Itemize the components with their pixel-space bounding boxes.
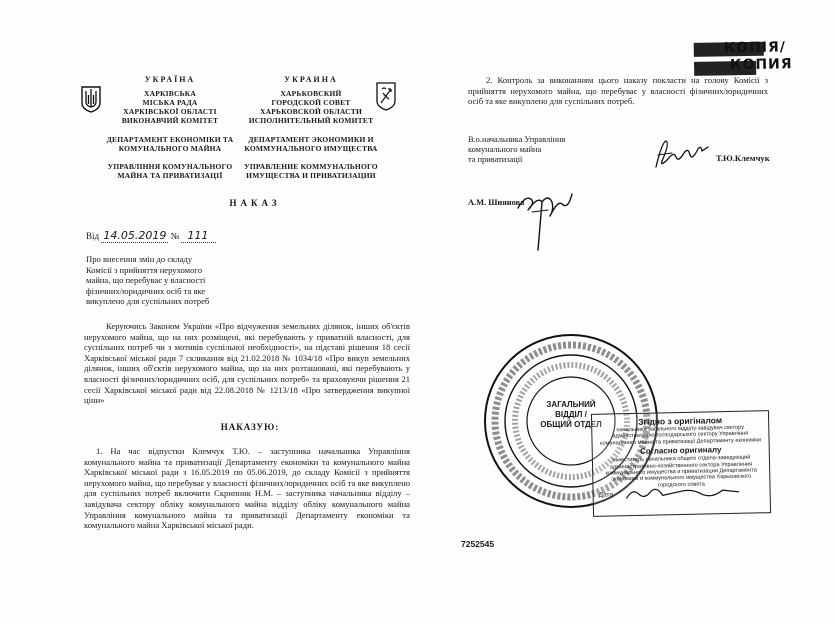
header-line: ХАРЬКОВСКОЙ ОБЛАСТИ [260, 107, 362, 116]
order-item-1: 1. На час відпустки Клемчук Т.Ю. – заступника начальника Управління комунального майна та приватизації Департаменту економіки та комунального майна Харківської міської ради з 16.05.2019 по 05.06.2019, до складу Комісії з прийняття нерухомого майна, що перебуває у власності фізичних/юридичних осіб та яке викуплено для суспільних потреб включити Скрипник Н.М. – заступника начальника відділу – завідувача сектору обліку комунального майна відділу обліку комунального майна Управління комунального майна та приватизації Департаменту економіки та комунального майна Харківської міської ради. [84, 446, 410, 531]
subject-line: майна, що перебуває у власності [86, 275, 206, 285]
date-prefix: Від [86, 231, 100, 241]
position-line: комунального майна [468, 145, 542, 155]
header-line: МІСЬКА РАДА [142, 98, 198, 107]
header-ru-directorate [240, 162, 382, 180]
order-number: 111 [181, 229, 216, 243]
header-line: ГОРОДСКОЙ СОВЕТ [271, 98, 351, 107]
certify-stamp-date-row [599, 490, 765, 505]
subject-line: Про внесення змін до складу [86, 254, 193, 264]
header-line: ДЕПАРТАМЕНТ ЭКОНОМИКИ И [248, 135, 374, 144]
date-line [86, 229, 216, 242]
order-date: 14.05.2019 [103, 229, 167, 242]
number-sign: № [170, 231, 180, 241]
certify-stamp [591, 410, 771, 517]
header-line: ДЕПАРТАМЕНТ ЕКОНОМІКИ ТА [106, 135, 234, 144]
copy-stamp-line1: КОПІЯ/ [723, 39, 787, 57]
header-ru-council [240, 89, 382, 125]
stamp-line: ЗАГАЛЬНИЙ [546, 400, 596, 409]
signature-executor [512, 186, 578, 261]
order-subject [86, 254, 266, 307]
position-line: та приватизації [468, 155, 523, 165]
certify-stamp-title: Згідно з оригіналом [638, 415, 723, 427]
header-ua-department [100, 135, 240, 153]
header-line: ИСПОЛНИТЕЛЬНЫЙ КОМИТЕТ [248, 116, 374, 125]
header-ua-council [100, 89, 240, 125]
header-line: ВИКОНАВЧИЙ КОМІТЕТ [121, 116, 219, 125]
stamp-line: ОБЩИЙ ОТДЕЛ [540, 420, 602, 429]
signature-klemchuk [652, 137, 712, 178]
header-line: ХАРКІВСЬКА [143, 89, 196, 98]
document-type-title: НАКАЗ [229, 198, 281, 208]
certify-stamp-ru-text: заместитель начальника общего отдела-заведующий административно-хозяйственного сектора Управления коммунального имущества и приватизации Департамента экономики и коммунального имущества Харьковского городского совета [605, 454, 757, 489]
position-line: В.о.начальника Управління [468, 135, 566, 144]
certify-stamp-subtitle: Согласно оригиналу [639, 445, 722, 457]
header-line: УПРАВЛІННЯ КОМУНАЛЬНОГО [107, 162, 233, 171]
header-line: ИМУЩЕСТВА И ПРИВАТИЗАЦИИ [246, 171, 376, 180]
header-line: ХАРЬКОВСКИЙ [280, 89, 342, 98]
header-ua-directorate [100, 162, 240, 180]
header-line: КОМУНАЛЬНОГО МАЙНА [118, 144, 222, 153]
certify-signature-icon [622, 484, 742, 503]
document-code: 7252545 [461, 539, 495, 549]
tryzub-emblem-icon [80, 85, 102, 118]
subject-line: фізичних/юридичних осіб та яке [86, 285, 206, 296]
header-ru-country: УКРАИНА [284, 75, 338, 84]
header-ru-department [240, 135, 382, 153]
signatory-name: Т.Ю.Клемчук [716, 153, 770, 163]
stamp-line: ВІДДІЛ / [555, 410, 587, 419]
header-ua [100, 75, 240, 180]
preamble-paragraph: Керуючись Законом України «Про відчуження земельних ділянок, інших об'єктів нерухомого майна, що на них розміщені, які перебувають у приватній власності, для суспільних потреб чи з мотивів суспільної необхідності», на підставі рішення 18 сесії Харківської міської ради 7 скликання від 21.02.2018 № 1034/18 «Про викуп земельних ділянок, інших об'єктів нерухомого майна, що на них розташовані, які перебувають у власності фізичних/юридичних осіб, для суспільних потреб» та враховуючи рішення 21 сесії Харківської міської ради від 22.08.2018 № 1213/18 «Про затвердження викупної ціни» [84, 321, 410, 406]
header-line: УПРАВЛЕНИЕ КОММУНАЛЬНОГО [244, 162, 378, 171]
order-item-2: 2. Контроль за виконанням цього наказу покласти на голову Комісії з прийняття нерухомого майна, що перебуває у власності фізичних/юридичних осіб та яке викуплено для суспільних потреб. [468, 75, 768, 107]
subject-line: Комісії з прийняття нерухомого [86, 264, 203, 275]
header-line: МАЙНА ТА ПРИВАТИЗАЦІЇ [117, 171, 223, 180]
certify-stamp-date-label: Дата [598, 491, 614, 499]
executor-name: А.М. Шиянова [468, 198, 525, 207]
header-line: КОММУНАЛЬНОГО ИМУЩЕСТВА [244, 144, 378, 153]
order-heading: НАКАЗУЮ: [220, 422, 280, 432]
header-ru [240, 75, 382, 180]
subject-line: викуплено для суспільних потреб [86, 296, 210, 306]
copy-stamp-line2: КОПИЯ [729, 56, 793, 74]
signatory-position [468, 135, 618, 166]
header-line: ХАРКІВСЬКОЇ ОБЛАСТІ [123, 107, 217, 116]
header-ua-country: УКРАЇНА [144, 75, 196, 84]
certify-stamp-ua-text: начальника загального відділу-завідувач сектору адміністративно-господарського сектору Управління комунального майна та приватизації Департаменту економіки [600, 424, 761, 447]
